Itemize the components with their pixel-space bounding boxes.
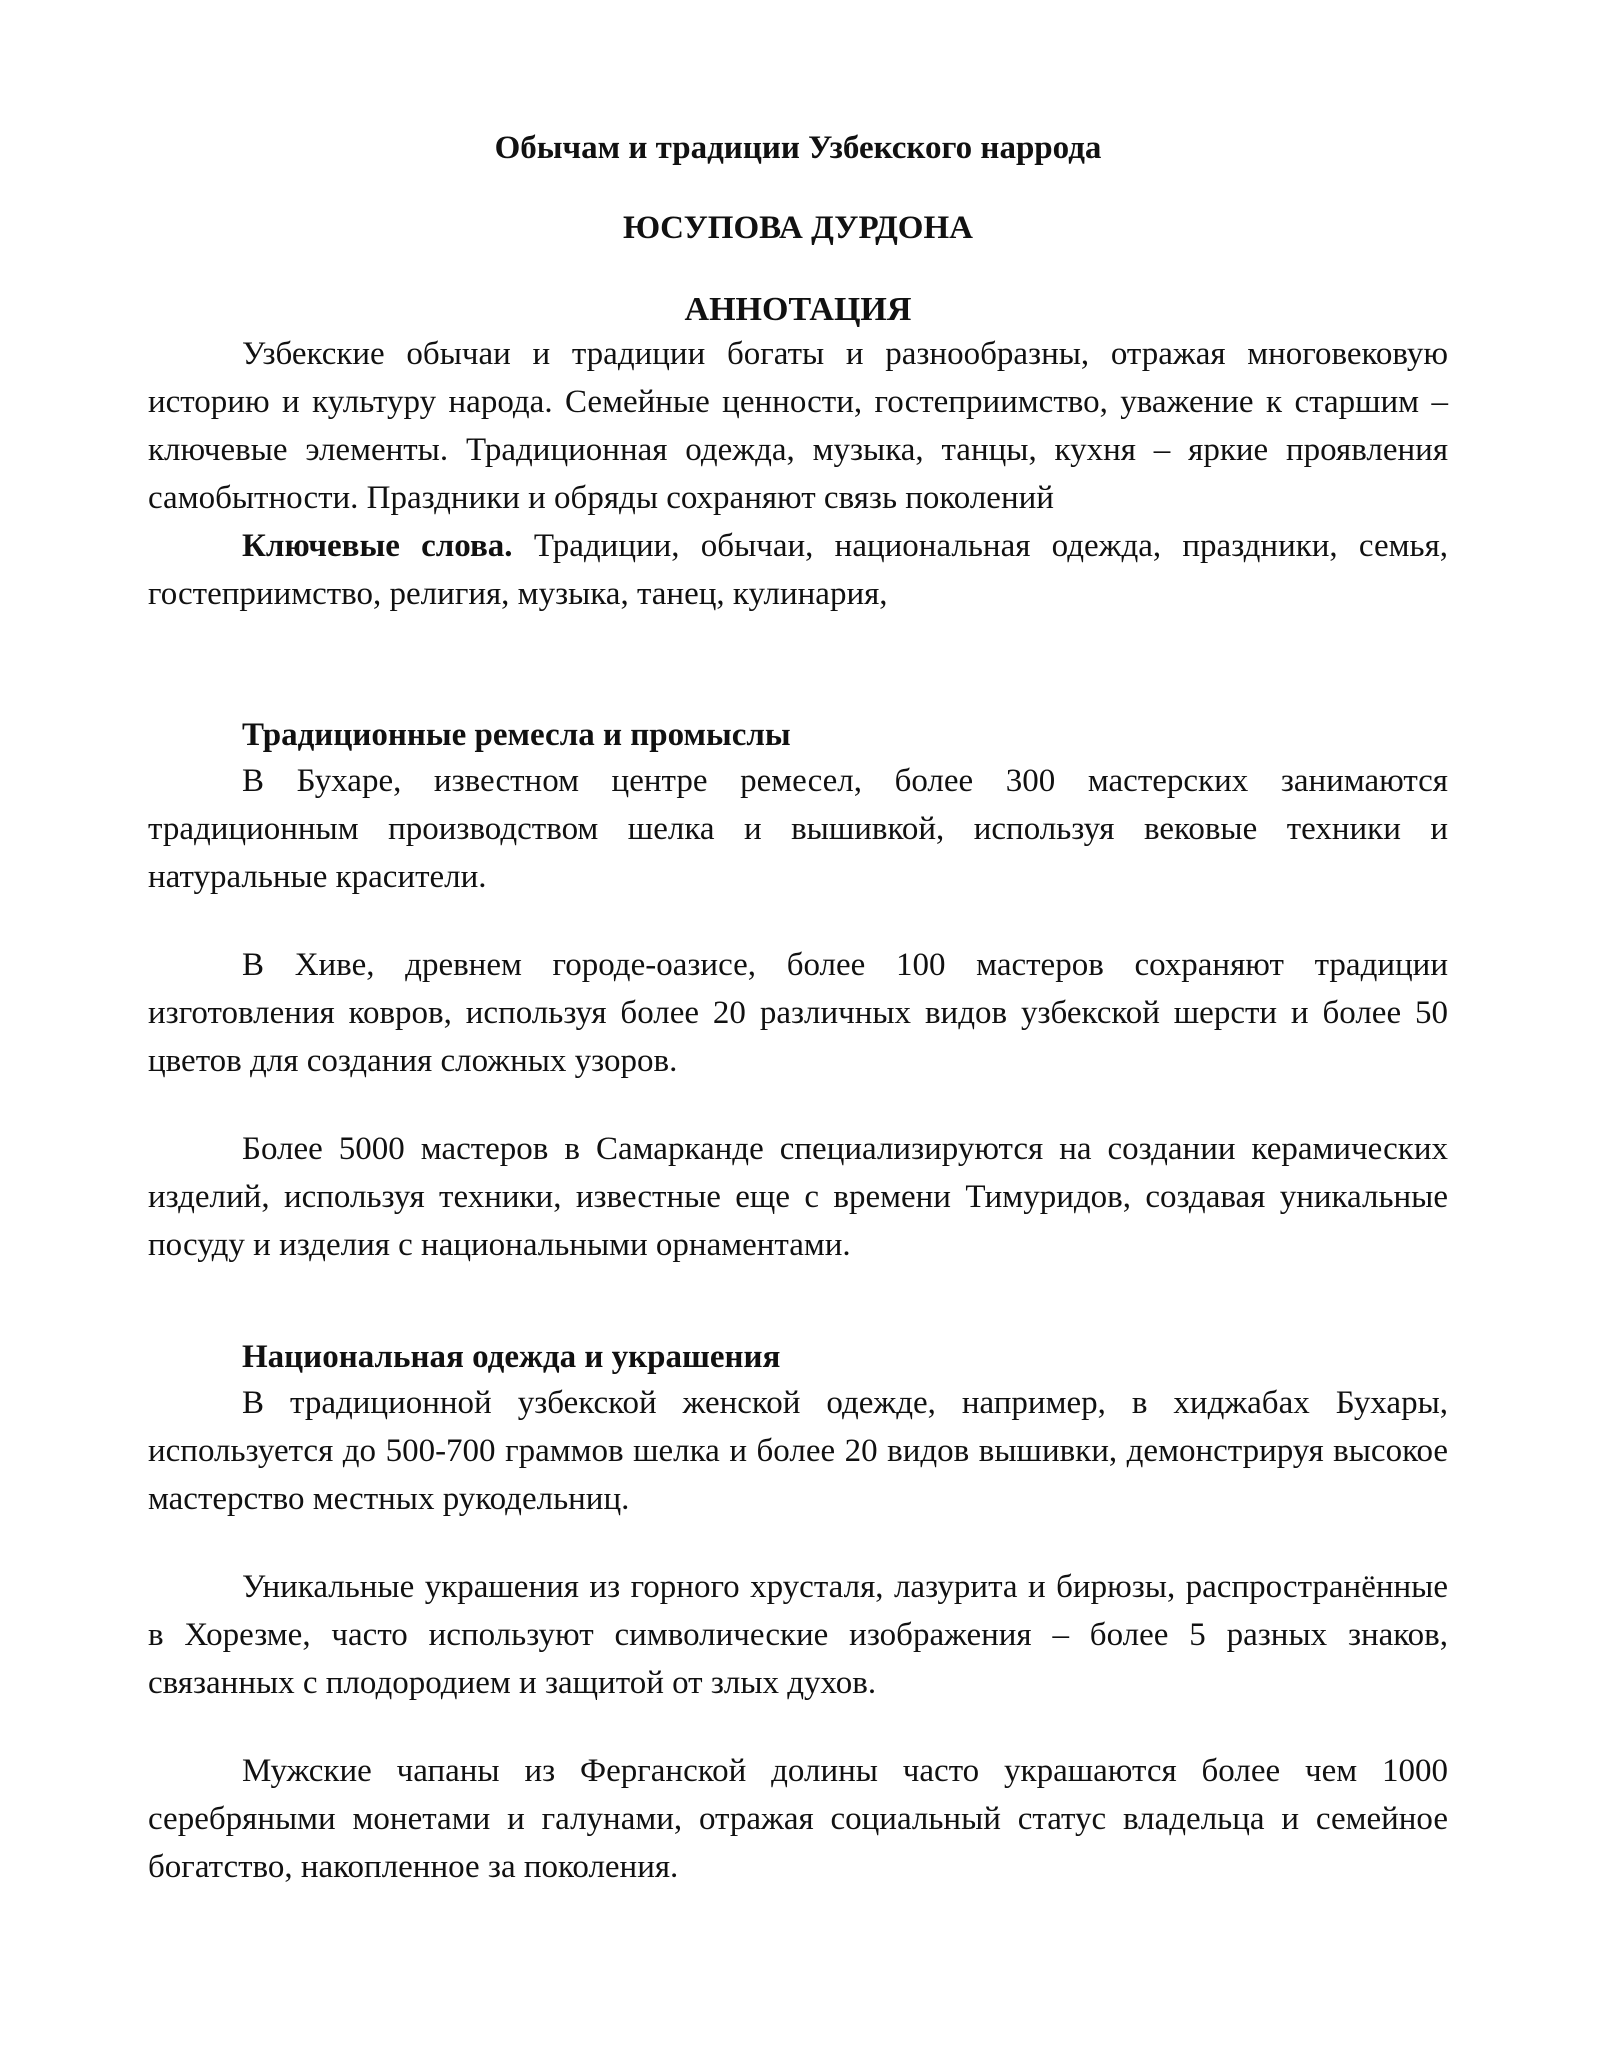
spacer <box>148 1085 1448 1125</box>
keywords-label: Ключевые слова. <box>242 528 513 564</box>
spacer <box>148 618 1448 713</box>
annotation-text: Узбекские обычаи и традиции богаты и разнообразны, отражая многовековую историю и культуру народа. Семейные ценности, гостеприимство, уважение к старшим – ключевые элементы. Традиционная одежда, музыка, танцы, кухня – яркие проявления самобытности. Праздники и обряды сохраняют связь поколений <box>148 336 1448 516</box>
spacer <box>148 1523 1448 1563</box>
keywords-paragraph <box>148 522 1448 618</box>
paragraph-jewelry: Уникальные украшения из горного хрусталя, лазурита и бирюзы, распространённые в Хорезме, часто используют символические изображения – более 5 разных знаков, связанных с плодородием и защитой от злых духов. <box>148 1569 1448 1701</box>
keywords-text: Традиции, обычаи, национальная одежда, праздники, семья, гостеприимство, религия, музыка, танец, кулинария, <box>148 528 1448 612</box>
paragraph-womens-clothing: В традиционной узбекской женской одежде, например, в хиджабах Бухары, используется до 500-700 граммов шелка и более 20 видов вышивки, демонстрируя высокое мастерство местных рукодельниц. <box>148 1385 1448 1517</box>
paragraph-khiva: В Хиве, древнем городе-оазисе, более 100 мастеров сохраняют традиции изготовления ковров, используя более 20 различных видов узбекской шерсти и более 50 цветов для создания сложных узоров. <box>148 947 1448 1079</box>
paragraph-chapans: Мужские чапаны из Ферганской долины часто украшаются более чем 1000 серебряными монетами и галунами, отражая социальный статус владельца и семейное богатство, накопленное за поколения. <box>148 1753 1448 1885</box>
paragraph-samarkand: Более 5000 мастеров в Самарканде специализируются на создании керамических изделий, используя техники, известные еще с времени Тимуридов, создавая уникальные посуду и изделия с национальными орнаментами. <box>148 1131 1448 1263</box>
annotation-heading: АННОТАЦИЯ <box>684 291 912 328</box>
section-heading-clothing: Национальная одежда и украшения <box>242 1339 781 1375</box>
section-heading-crafts: Традиционные ремесла и промыслы <box>242 717 791 753</box>
spacer <box>148 1707 1448 1747</box>
spacer <box>148 1269 1448 1335</box>
document-title: Обычам и традиции Узбекского наррода <box>494 130 1102 166</box>
author-name: ЮСУПОВА ДУРДОНА <box>623 210 973 246</box>
spacer <box>148 901 1448 941</box>
paragraph-bukhara: В Бухаре, известном центре ремесел, более 300 мастерских занимаются традиционным производством шелка и вышивкой, используя вековые техники и натуральные красители. <box>148 763 1448 895</box>
document-page <box>148 128 1448 1891</box>
